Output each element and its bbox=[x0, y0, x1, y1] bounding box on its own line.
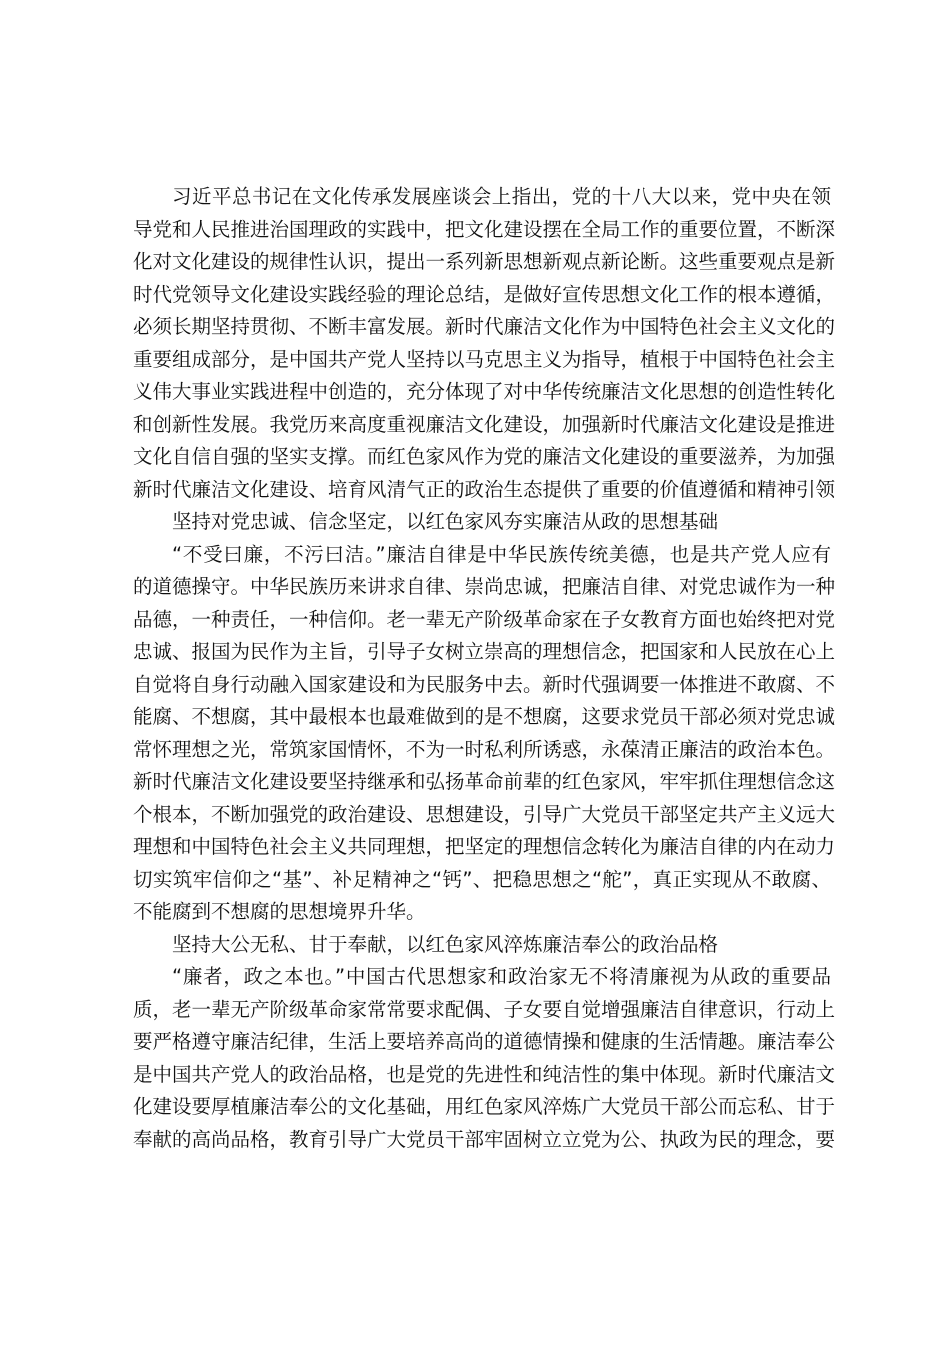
section-heading-1: 坚持对党忠诚、信念坚定，以红色家风夯实廉洁从政的思想基础 bbox=[172, 510, 719, 533]
paragraph-1-line: 忠诚、报国为民作为主旨，引导子女树立崇高的理想信念，把国家和人民放在心上 bbox=[133, 640, 836, 663]
section-heading-2: 坚持大公无私、甘于奉献，以红色家风淬炼廉洁奉公的政治品格 bbox=[172, 932, 719, 956]
paragraph-1-line: 个根本，不断加强党的政治建设、思想建设，引导广大党员干部坚定共产主义远大 bbox=[133, 802, 836, 826]
paragraph-2-line: 奉献的高尚品格，教育引导广大党员干部牢固树立立党为公、执政为民的理念，要 bbox=[133, 1127, 836, 1151]
paragraph-1-line: 常怀理想之光，常筑家国情怀，不为一时私利所诱惑，永葆清正廉洁的政治本色。 bbox=[133, 737, 836, 761]
paragraph-1-line: 新时代廉洁文化建设要坚持继承和弘扬革命前辈的红色家风，牢牢抓住理想信念这 bbox=[133, 770, 836, 793]
paragraph-1-line: 能腐、不想腐，其中最根本也最难做到的是不想腐，这要求党员干部必须对党忠诚 bbox=[133, 705, 836, 728]
article-body bbox=[133, 181, 836, 1156]
paragraph-intro-line: 文化自信自强的坚实支撑。而红色家风作为党的廉洁文化建设的重要滋养，为加强 bbox=[133, 445, 836, 468]
paragraph-intro-line: 导党和人民推进治国理政的实践中，把文化建设摆在全局工作的重要位置，不断深 bbox=[133, 217, 836, 241]
paragraph-1-line: 不能腐到不想腐的思想境界升华。 bbox=[133, 900, 426, 923]
paragraph-intro-line: 必须长期坚持贯彻、不断丰富发展。新时代廉洁文化作为中国特色社会主义文化的 bbox=[133, 315, 836, 338]
paragraph-2-line: 是中国共产党人的政治品格，也是党的先进性和纯洁性的集中体现。新时代廉洁文 bbox=[133, 1062, 836, 1086]
paragraph-1-line: 品德，一种责任，一种信仰。老一辈无产阶级革命家在子女教育方面也始终把对党 bbox=[133, 607, 836, 631]
paragraph-2-line: “廉者，政之本也。”中国古代思想家和政治家无不将清廉视为从政的重要品 bbox=[172, 965, 831, 988]
paragraph-1-line: 切实筑牢信仰之“基”、补足精神之“钙”、把稳思想之“舵”，真正实现从不敢腐、 bbox=[133, 867, 831, 891]
paragraph-intro-line: 和创新性发展。我党历来高度重视廉洁文化建设，加强新时代廉洁文化建设是推进 bbox=[133, 412, 836, 436]
paragraph-2-line: 质，老一辈无产阶级革命家常常要求配偶、子女要自觉增强廉洁自律意识，行动上 bbox=[133, 997, 836, 1021]
paragraph-2-line: 化建设要厚植廉洁奉公的文化基础，用红色家风淬炼广大党员干部公而忘私、甘于 bbox=[133, 1095, 836, 1118]
paragraph-intro-line: 习近平总书记在文化传承发展座谈会上指出，党的十八大以来，党中央在领 bbox=[172, 185, 831, 208]
paragraph-1-line: “不受曰廉，不污曰洁。”廉洁自律是中华民族传统美德，也是共产党人应有 bbox=[172, 542, 831, 566]
paragraph-intro-line: 新时代廉洁文化建设、培育风清气正的政治生态提供了重要的价值遵循和精神引领 bbox=[133, 477, 836, 501]
paragraph-intro-line: 时代党领导文化建设实践经验的理论总结，是做好宣传思想文化工作的根本遵循， bbox=[133, 282, 836, 306]
paragraph-intro-line: 义伟大事业实践进程中创造的，充分体现了对中华传统廉洁文化思想的创造性转化 bbox=[133, 380, 836, 403]
paragraph-1-line: 的道德操守。中华民族历来讲求自律、崇尚忠诚，把廉洁自律、对党忠诚作为一种 bbox=[133, 575, 836, 598]
paragraph-intro-line: 化对文化建设的规律性认识，提出一系列新思想新观点新论断。这些重要观点是新 bbox=[133, 250, 836, 273]
paragraph-intro-line: 重要组成部分，是中国共产党人坚持以马克思主义为指导，植根于中国特色社会主 bbox=[133, 347, 836, 371]
paragraph-2-line: 要严格遵守廉洁纪律，生活上要培养高尚的道德情操和健康的生活情趣。廉洁奉公 bbox=[133, 1030, 836, 1053]
paragraph-1-line: 理想和中国特色社会主义共同理想，把坚定的理想信念转化为廉洁自律的内在动力 bbox=[133, 835, 836, 858]
paragraph-1-line: 自觉将自身行动融入国家建设和为民服务中去。新时代强调要一体推进不敢腐、不 bbox=[133, 672, 836, 696]
